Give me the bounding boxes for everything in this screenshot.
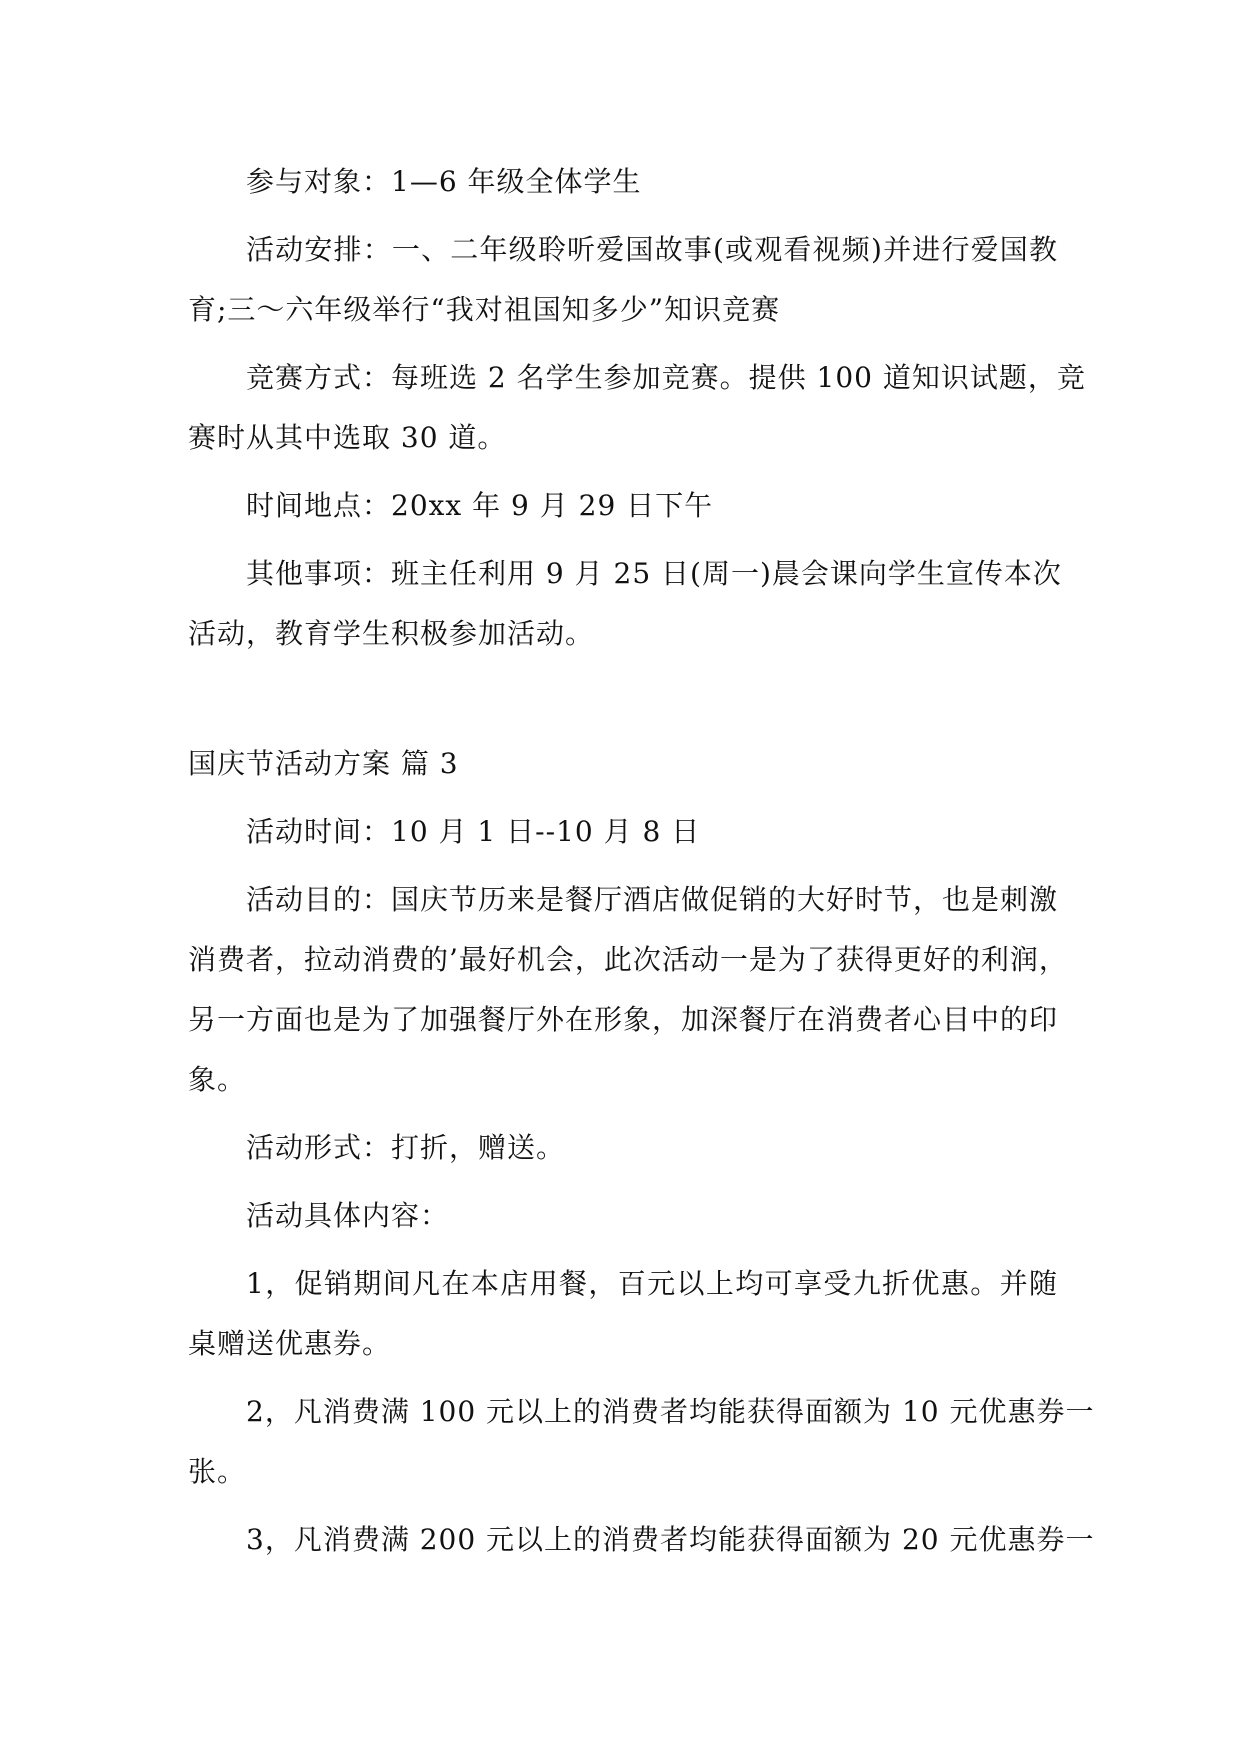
item-3-line-1: 3，凡消费满 200 元以上的消费者均能获得面额为 20 元优惠券一 [246, 1523, 1095, 1556]
section-heading: 国庆节活动方案 篇 3 [188, 747, 459, 780]
activity-form-line: 活动形式：打折，赠送。 [246, 1131, 566, 1164]
content-heading: 活动具体内容： [246, 1199, 450, 1232]
other-line-2: 活动，教育学生积极参加活动。 [188, 617, 595, 650]
arrangement-line-1: 活动安排：一、二年级聆听爱国故事(或观看视频)并进行爱国教 [246, 233, 1058, 266]
time-place-line: 时间地点：20xx 年 9 月 29 日下午 [246, 489, 714, 522]
item-1-line-2: 桌赠送优惠券。 [188, 1327, 392, 1360]
purpose-line-1: 活动目的：国庆节历来是餐厅酒店做促销的大好时节，也是刺激 [246, 883, 1059, 916]
activity-time-line: 活动时间：10 月 1 日--10 月 8 日 [246, 815, 701, 848]
item-2-line-1: 2，凡消费满 100 元以上的消费者均能获得面额为 10 元优惠券一 [246, 1395, 1095, 1428]
contest-line-2: 赛时从其中选取 30 道。 [188, 421, 507, 454]
purpose-line-2: 消费者，拉动消费的’最好机会，此次活动一是为了获得更好的利润， [188, 943, 1068, 976]
purpose-line-4: 象。 [188, 1063, 247, 1096]
contest-line-1: 竞赛方式：每班选 2 名学生参加竞赛。提供 100 道知识试题，竞 [246, 361, 1086, 394]
participants-line: 参与对象：1—6 年级全体学生 [246, 165, 642, 198]
item-1-line-1: 1，促销期间凡在本店用餐，百元以上均可享受九折优惠。并随 [246, 1267, 1058, 1300]
arrangement-line-2: 育;三～六年级举行“我对祖国知多少”知识竞赛 [188, 293, 781, 326]
purpose-line-3: 另一方面也是为了加强餐厅外在形象，加深餐厅在消费者心目中的印 [188, 1003, 1059, 1036]
item-2-line-2: 张。 [188, 1455, 247, 1488]
other-line-1: 其他事项：班主任利用 9 月 25 日(周一)晨会课向学生宣传本次 [246, 557, 1062, 590]
